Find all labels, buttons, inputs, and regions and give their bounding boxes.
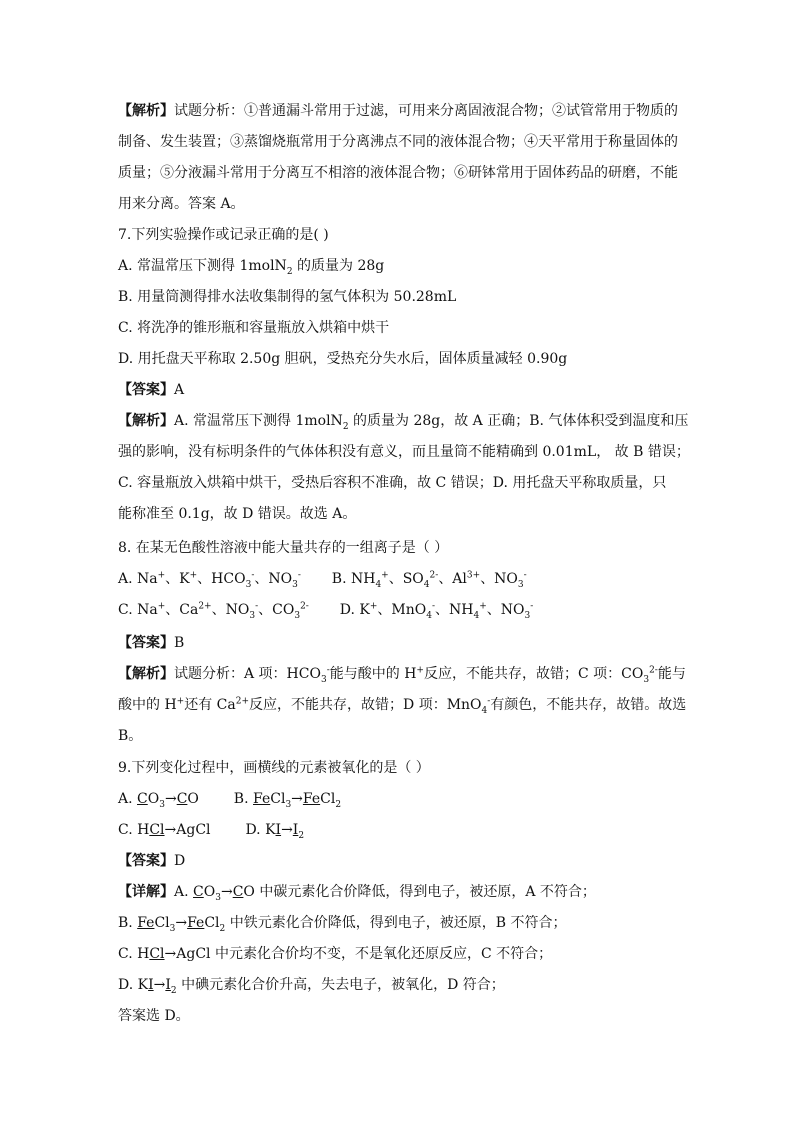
q8-answer: 【答案】B xyxy=(118,635,185,651)
q8-analysis-line-3: B。 xyxy=(118,728,143,744)
q6-analysis-line-4: 用来分离。答案 A。 xyxy=(118,196,245,212)
q7-analysis-line-4: 能称准至 0.1g，故 D 错误。故选 A。 xyxy=(118,506,357,522)
q8-stem: 8. 在某无色酸性溶液中能大量共存的一组离子是（ ） xyxy=(118,540,449,556)
q9-answer: 【答案】D xyxy=(118,853,186,869)
q7-option-d: D. 用托盘天平称取 2.50g 胆矾，受热充分失水后，固体质量减轻 0.90g xyxy=(118,351,568,367)
q9-options-ab: A. $CO_3\to CO$ B. FeCl$_3$→FeCl$_2$ xyxy=(118,791,342,810)
q7-analysis-line-2: 强的影响，没有标明条件的气体体积没有意义，而且量筒不能精确到 0.01mL， 故 B 错误； xyxy=(118,444,690,460)
q9-detail-d: D. $KI\to I_2$ 中碘元素化合价升高，失去电子，被氧化，D 符合； xyxy=(118,977,505,996)
q6-analysis-line-3: 质量；⑤分液漏斗常用于分离互不相溶的液体混合物；⑥研钵常用于固体药品的研磨，不能 xyxy=(118,165,678,181)
q6-analysis-line-2: 制备、发生装置；③蒸馏烧瓶常用于分离沸点不同的液体混合物；④天平常用于称量固体的 xyxy=(118,134,678,150)
q7-option-c: C. 将洗净的锥形瓶和容量瓶放入烘箱中烘干 xyxy=(118,320,390,336)
q9-detail-a: 【详解】A. $CO_3\to CO$ 中碳元素化合价降低，得到电子，被还原，A 不符合； xyxy=(118,884,596,903)
q7-stem: 7.下列实验操作或记录正确的是( ) xyxy=(118,227,329,243)
q8-options-ab: A. Na+、K+、$HCO_3^-$、$NO_3^-$ B. $NH_4^+$、$SO_4^{2-}$、$Al^{3+}$、$NO_3^-$ xyxy=(118,570,527,590)
q7-analysis-line-3: C. 容量瓶放入烘箱中烘干，受热后容积不准确，故 C 错误；D. 用托盘天平称取质量，只 xyxy=(118,475,667,491)
q9-final-answer: 答案选 D。 xyxy=(118,1008,190,1024)
q6-analysis-line-1: 【解析】试题分析：①普通漏斗常用于过滤，可用来分离固液混合物；②试管常用于物质的 xyxy=(118,103,678,119)
q9-options-cd: C. HCl→AgCl D. $KI\to I_2$ xyxy=(118,822,305,841)
analysis-tag: 【解析】 xyxy=(118,103,174,119)
q9-detail-b: B. FeCl$_3$→FeCl$_2$ 中铁元素化合价降低，得到电子，被还原，B 不符合； xyxy=(118,915,567,934)
q9-stem: 9.下列变化过程中，画横线的元素被氧化的是（ ） xyxy=(118,760,430,776)
q7-analysis-line-1: 【解析】A. 常温常压下测得 1molN$_2$ 的质量为 28g，故 A 正确；B. 气体体积受到温度和压 xyxy=(118,413,689,432)
q7-option-b: B. 用量筒测得排水法收集制得的氢气体积为 50.28mL xyxy=(118,289,457,305)
q8-analysis-line-2: 酸中的 H+还有 $Ca^{2+}$反应，不能共存，故错；D 项：MnO$_4$-有颜色，不能共存，故错。故选 xyxy=(118,696,687,716)
q7-answer: 【答案】A xyxy=(118,382,185,398)
q9-detail-c: C. HCl→AgCl 中元素化合价均不变，不是氧化还原反应，C 不符合； xyxy=(118,946,553,962)
q8-analysis-line-1: 【解析】试题分析：A 项：$HCO_3^-$能与酸中的 H+反应，不能共存，故错；C 项：$CO_3^{2-}$能与 xyxy=(118,665,686,685)
q7-option-a: A. 常温常压下测得 1molN$_2$ 的质量为 28g xyxy=(118,258,385,277)
q8-options-cd: C. Na+、$Ca^{2+}$、$NO_3^-$、$CO_3^{2-}$ D. K+、MnO$_4$-、$NH_4^+$、$NO_3^-$ xyxy=(118,601,534,621)
